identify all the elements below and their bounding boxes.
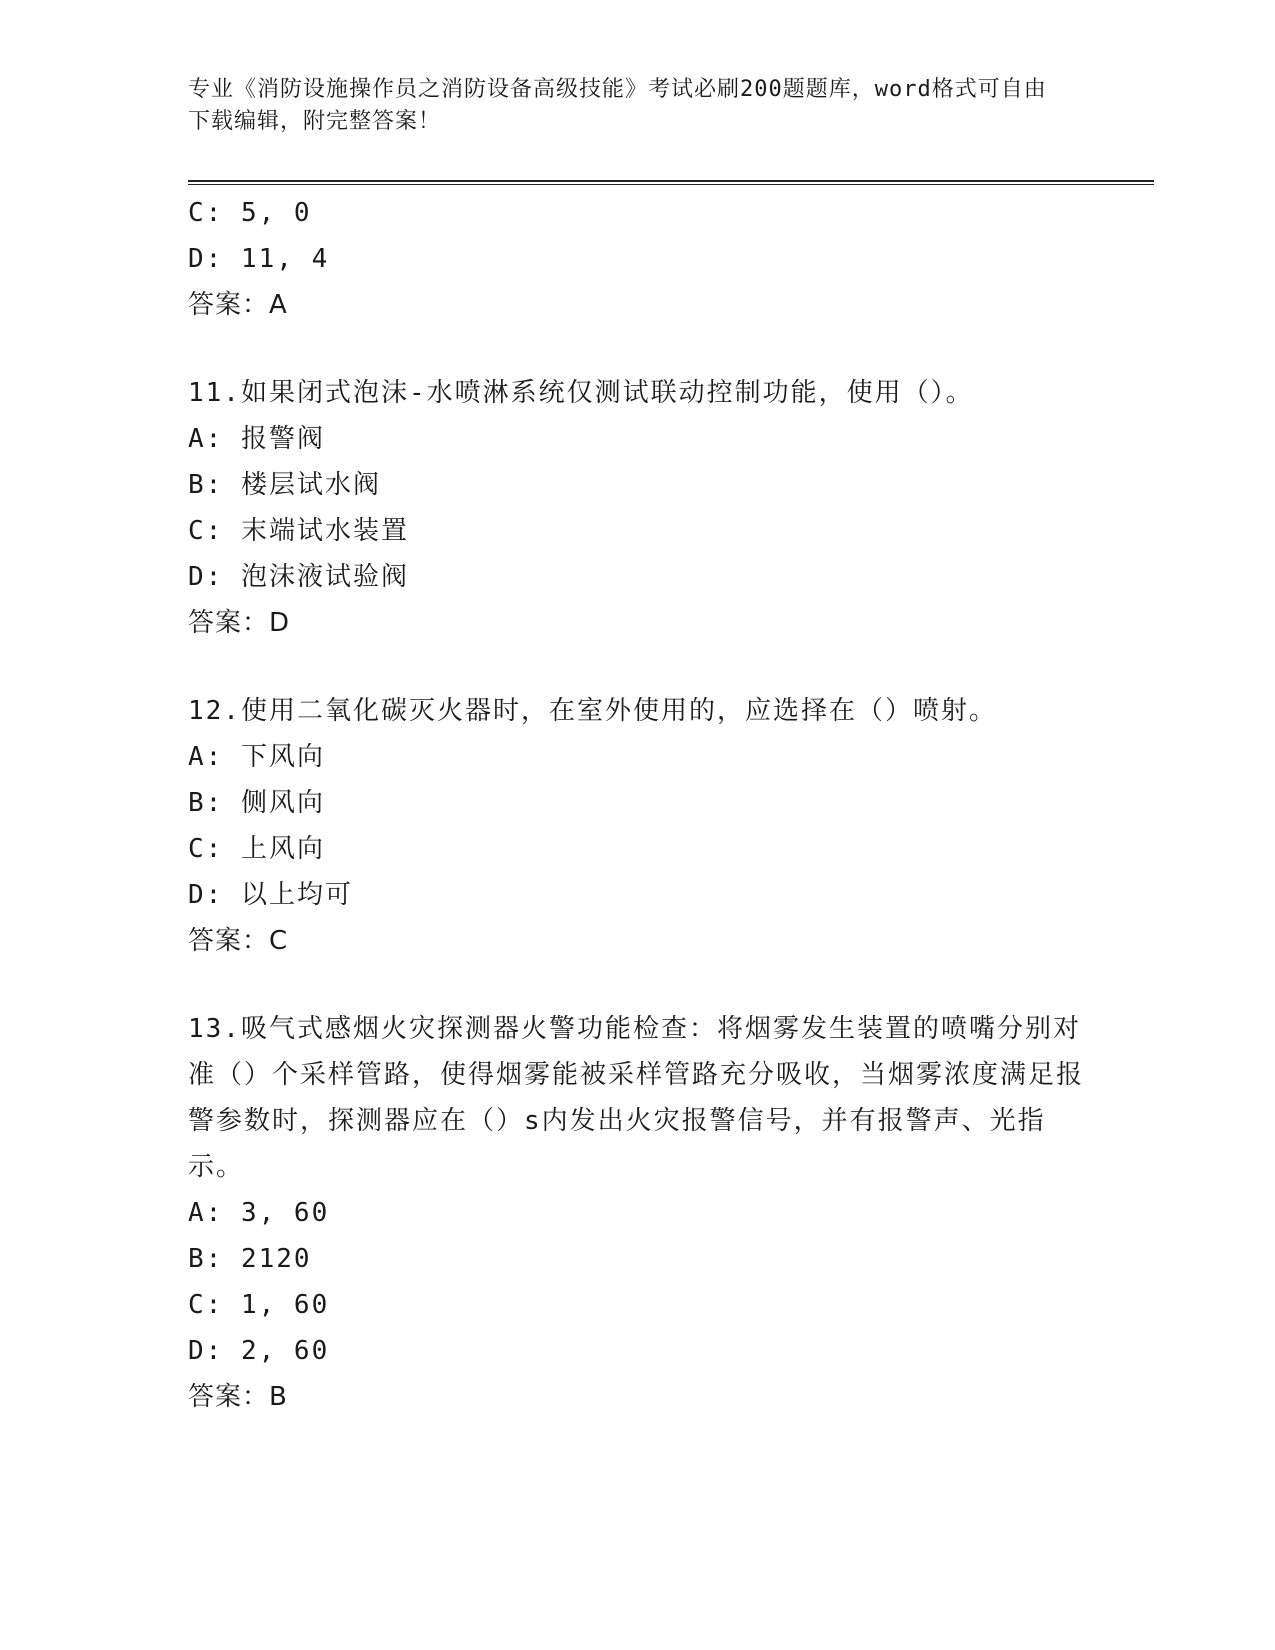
option-d: D: 2, 60 bbox=[188, 1336, 330, 1366]
header-rule bbox=[188, 180, 1154, 182]
option-c: C: 末端试水装置 bbox=[188, 516, 409, 546]
document-header: 专业《消防设施操作员之消防设备高级技能》考试必刷200题题库，word格式可自由下载编辑，附完整答案！ bbox=[188, 77, 1047, 134]
option-b: B: 2120 bbox=[188, 1244, 312, 1274]
question-stem: 12.使用二氧化碳灭火器时，在室外使用的，应选择在（）喷射。 bbox=[188, 696, 997, 726]
option-d: D: 11, 4 bbox=[188, 244, 330, 274]
answer: 答案：A bbox=[188, 290, 288, 320]
question-stem: 13.吸气式感烟火灾探测器火警功能检查：将烟雾发生装置的喷嘴分别对准（）个采样管路，使得烟雾能被采样管路充分吸收，当烟雾浓度满足报警参数时，探测器应在（）s内发出火灾报警信号，并有报警声、光指示。 bbox=[188, 1014, 1085, 1182]
option-d: D: 泡沫液试验阀 bbox=[188, 562, 409, 592]
option-c: C: 1, 60 bbox=[188, 1290, 330, 1320]
option-a: A: 3, 60 bbox=[188, 1198, 330, 1228]
header-rule-thin bbox=[188, 184, 1154, 185]
option-d: D: 以上均可 bbox=[188, 880, 353, 910]
answer: 答案：B bbox=[188, 1382, 288, 1412]
answer: 答案：C bbox=[188, 926, 289, 956]
option-a: A: 报警阀 bbox=[188, 424, 325, 454]
option-b: B: 楼层试水阀 bbox=[188, 470, 381, 500]
option-a: A: 下风向 bbox=[188, 742, 325, 772]
answer: 答案：D bbox=[188, 608, 291, 638]
question-stem: 11.如果闭式泡沫-水喷淋系统仅测试联动控制功能，使用（）。 bbox=[188, 378, 974, 408]
option-c: C: 5, 0 bbox=[188, 198, 312, 228]
question-content bbox=[188, 190, 1088, 1420]
option-b: B: 侧风向 bbox=[188, 788, 325, 818]
option-c: C: 上风向 bbox=[188, 834, 325, 864]
